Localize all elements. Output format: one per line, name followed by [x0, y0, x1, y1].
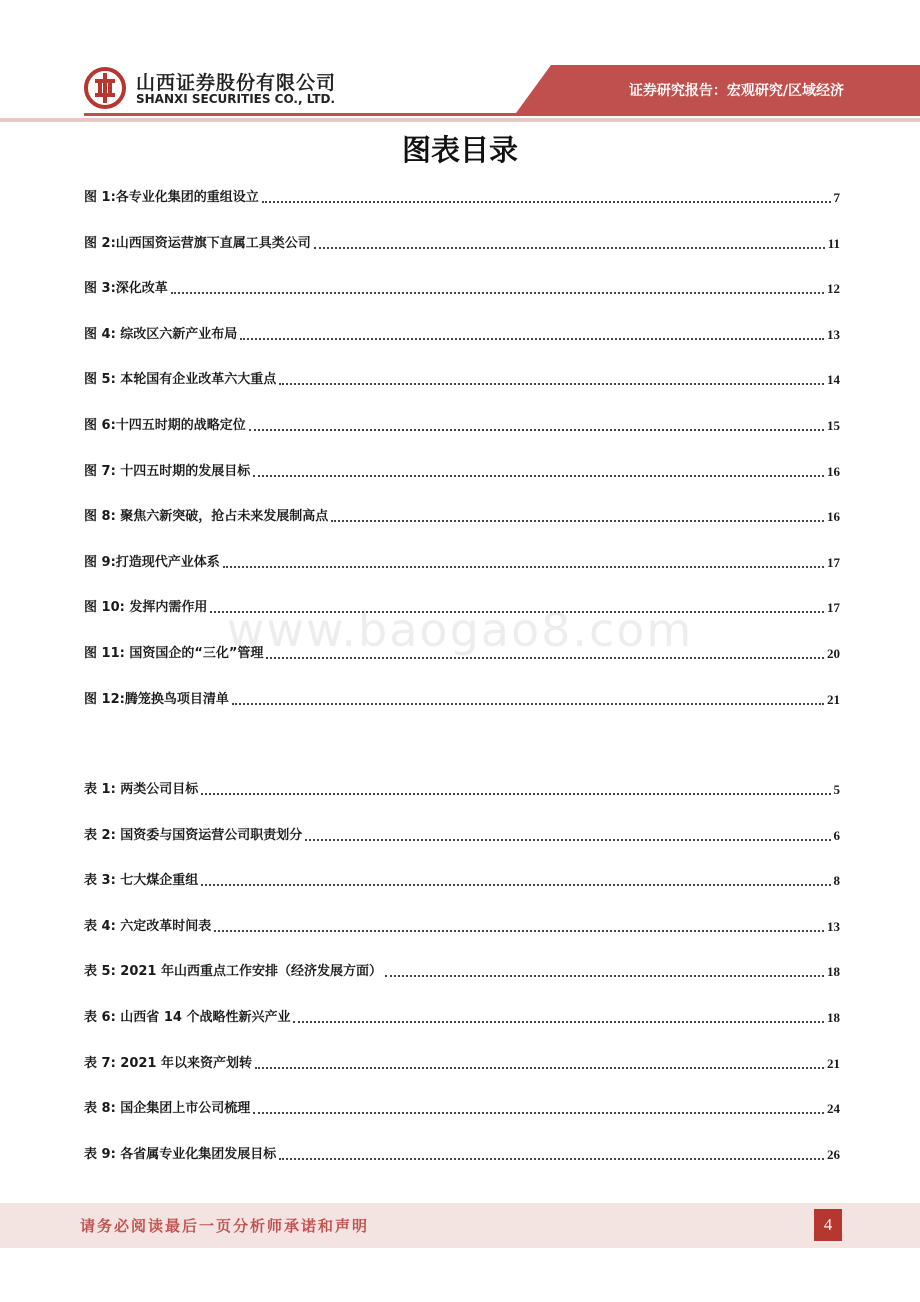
- toc-leader-dots: [262, 201, 831, 203]
- toc-leader-dots: [314, 247, 825, 249]
- toc-entry-label: 图 8: 聚焦六新突破，抢占未来发展制高点: [84, 509, 329, 525]
- toc-entry[interactable]: [84, 325, 840, 345]
- toc-entry[interactable]: [84, 917, 840, 937]
- toc-leader-dots: [385, 975, 824, 977]
- toc-leader-dots: [210, 611, 824, 613]
- company-name-cn: 山西证券股份有限公司: [136, 72, 337, 94]
- toc-entry-page: 20: [827, 646, 840, 661]
- toc-entry[interactable]: [84, 462, 840, 482]
- toc-entry[interactable]: [84, 826, 840, 846]
- toc-entry-label: 图 10: 发挥内需作用: [84, 600, 208, 616]
- toc-leader-dots: [240, 338, 824, 340]
- toc-entry-page: 17: [827, 554, 840, 570]
- toc-entry-page: 7: [833, 190, 840, 205]
- toc-entry-label: 图 2:山西国资运营旗下直属工具类公司: [84, 235, 311, 251]
- toc-entry-label: 图 4: 综改区六新产业布局: [84, 326, 238, 342]
- toc-entry-label: 表 5: 2021 年山西重点工作安排（经济发展方面）: [84, 964, 383, 980]
- toc-entry-label: 表 2: 国资委与国资运营公司职责划分: [84, 827, 303, 843]
- toc-entry-page: 16: [827, 509, 840, 525]
- toc-entry[interactable]: [84, 1099, 840, 1119]
- toc-entry[interactable]: [84, 1054, 840, 1074]
- toc-entry-page: 15: [827, 418, 840, 433]
- toc-leader-dots: [253, 1112, 824, 1114]
- toc-entry-label: 图 3:深化改革: [84, 281, 168, 297]
- toc-entry-page: 5: [833, 782, 840, 797]
- toc-entry-page: 13: [827, 918, 840, 934]
- toc-entry-label: 表 7: 2021 年以来资产划转: [84, 1055, 253, 1071]
- toc-entry-label: 图 11: 国资国企的“三化”管理: [84, 646, 264, 661]
- header-divider-light: [0, 118, 920, 122]
- toc-entry[interactable]: [84, 370, 840, 390]
- toc-leader-dots: [293, 1021, 824, 1023]
- toc-entry-label: 表 6: 山西省 14 个战略性新兴产业: [84, 1010, 291, 1025]
- toc-entry-page: 8: [833, 873, 840, 889]
- toc-leader-dots: [279, 1158, 824, 1160]
- toc-entry[interactable]: [84, 962, 840, 982]
- toc-entry[interactable]: [84, 416, 840, 436]
- toc-entry-page: 21: [827, 1055, 840, 1071]
- toc-entry[interactable]: [84, 1145, 840, 1165]
- toc-leader-dots: [201, 884, 830, 886]
- toc-entry-label: 表 8: 国企集团上市公司梳理: [84, 1101, 251, 1117]
- toc-entry-page: 16: [827, 463, 840, 479]
- toc-entry[interactable]: [84, 644, 840, 664]
- toc-entry[interactable]: [84, 553, 840, 573]
- toc-entry-label: 表 4: 六定改革时间表: [84, 918, 212, 934]
- toc-entry[interactable]: [84, 598, 840, 618]
- toc-leader-dots: [305, 839, 830, 841]
- toc-entry[interactable]: [84, 234, 840, 254]
- toc-entry-page: 11: [827, 235, 840, 251]
- toc-leader-dots: [171, 292, 824, 294]
- toc-entry-label: 图 1:各专业化集团的重组设立: [84, 190, 259, 205]
- toc-entry[interactable]: [84, 188, 840, 208]
- toc-entry-page: 18: [827, 1010, 840, 1025]
- toc-entry-page: 17: [827, 600, 840, 616]
- toc-leader-dots: [249, 429, 824, 431]
- toc-entry-label: 图 12:腾笼换鸟项目清单: [84, 691, 229, 707]
- footer-disclaimer: 请务必阅读最后一页分析师承诺和声明: [80, 1217, 370, 1235]
- page-number: 4: [814, 1209, 842, 1241]
- toc-entry-label: 表 9: 各省属专业化集团发展目标: [84, 1146, 277, 1162]
- header-divider: [84, 113, 920, 116]
- page-title: 图表目录: [401, 133, 518, 167]
- toc-entry-page: 26: [827, 1146, 840, 1162]
- toc-entry-page: 12: [827, 281, 840, 297]
- toc-entry[interactable]: [84, 279, 840, 299]
- page-header: [0, 0, 920, 125]
- toc-entry[interactable]: [84, 780, 840, 800]
- toc-leader-dots: [201, 793, 830, 795]
- toc-leader-dots: [253, 475, 824, 477]
- watermark: www.baogao8.com: [226, 603, 694, 657]
- report-type: 证券研究报告：宏观研究/区域经济: [628, 83, 844, 99]
- toc-leader-dots: [279, 383, 824, 385]
- toc-leader-dots: [223, 566, 824, 568]
- toc-entry[interactable]: [84, 690, 840, 710]
- toc-leader-dots: [255, 1067, 824, 1069]
- toc-entry-label: 图 6:十四五时期的战略定位: [84, 418, 246, 433]
- toc-entry-label: 图 7: 十四五时期的发展目标: [84, 463, 251, 479]
- company-name-en: SHANXI SECURITIES CO., LTD.: [136, 92, 336, 106]
- toc-entry-page: 6: [833, 827, 840, 843]
- toc-entry-label: 表 1: 两类公司目标: [84, 782, 199, 797]
- toc-entry[interactable]: [84, 1008, 840, 1028]
- toc-leader-dots: [232, 703, 824, 705]
- toc-entry-page: 13: [827, 326, 840, 342]
- company-logo-icon: [84, 67, 126, 109]
- toc-entry-label: 图 9:打造现代产业体系: [84, 554, 220, 570]
- toc-leader-dots: [214, 930, 824, 932]
- toc-entry-page: 14: [827, 372, 840, 388]
- toc-entry-label: 图 5: 本轮国有企业改革六大重点: [84, 372, 277, 388]
- toc-entry[interactable]: [84, 871, 840, 891]
- toc-leader-dots: [331, 520, 824, 522]
- toc-entry-page: 21: [827, 691, 840, 707]
- toc-entry-page: 18: [827, 964, 840, 980]
- toc-entry-page: 24: [827, 1101, 840, 1117]
- toc-entry-label: 表 3: 七大煤企重组: [84, 873, 199, 889]
- toc-entry[interactable]: [84, 507, 840, 527]
- toc-leader-dots: [266, 657, 824, 659]
